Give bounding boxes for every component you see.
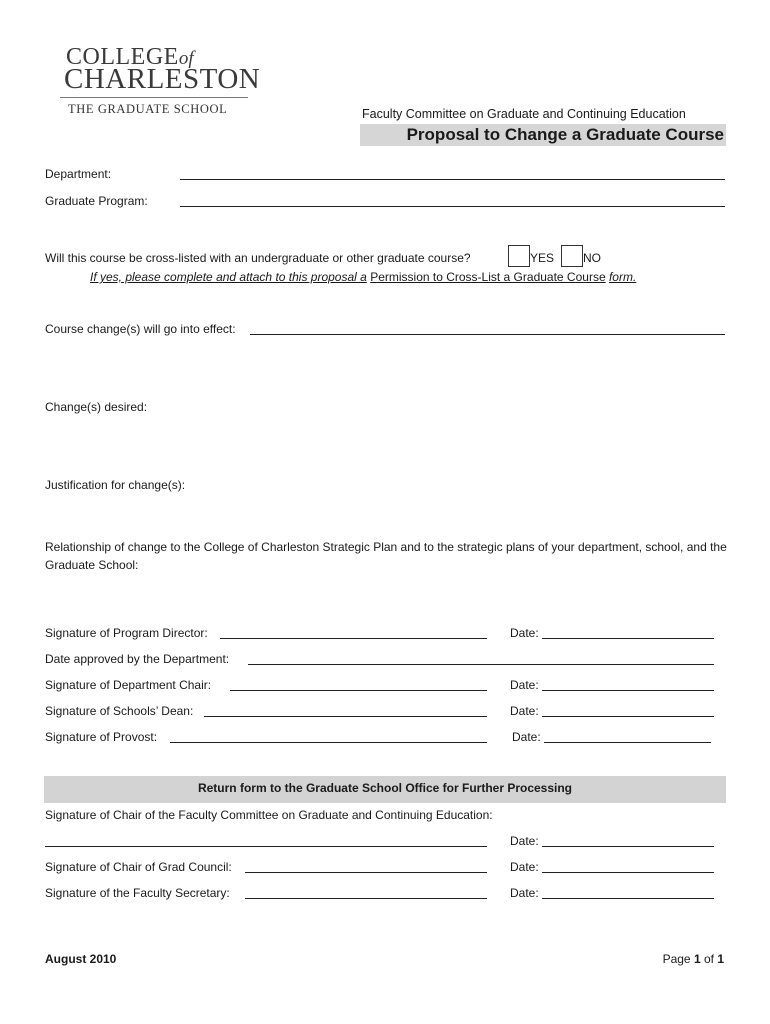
justification-label: Justification for change(s):: [45, 478, 186, 492]
page-number: Page 1 of 1: [662, 952, 724, 966]
cross-list-note-end: form.: [608, 270, 637, 284]
faculty-secretary-date-field[interactable]: [542, 898, 714, 899]
no-checkbox[interactable]: [561, 245, 583, 267]
committee-chair-date-field[interactable]: [542, 846, 714, 847]
graduate-program-label: Graduate Program:: [45, 194, 148, 208]
grad-council-label: Signature of Chair of Grad Council:: [45, 860, 232, 874]
logo-divider: [60, 97, 248, 98]
no-label: NO: [583, 251, 601, 265]
grad-council-date-label: Date:: [510, 860, 539, 874]
return-form-text: Return form to the Graduate School Office for Further Processing: [197, 781, 573, 795]
department-chair-date-label: Date:: [510, 678, 539, 692]
page-title: Proposal to Change a Graduate Course: [406, 125, 724, 144]
effect-field[interactable]: [250, 334, 725, 335]
grad-council-date-field[interactable]: [542, 872, 714, 873]
effect-label: Course change(s) will go into effect:: [45, 322, 236, 336]
schools-dean-date-field[interactable]: [542, 716, 714, 717]
department-chair-signature-field[interactable]: [230, 690, 487, 691]
relationship-label: Relationship of change to the College of Charleston Strategic Plan and to the strategic plans of your department, school, and the Graduate School:: [45, 540, 727, 572]
department-chair-date-field[interactable]: [542, 690, 714, 691]
logo-charleston: CHARLESTON: [64, 63, 261, 95]
graduate-program-field[interactable]: [180, 206, 725, 207]
committee-name: Faculty Committee on Graduate and Continuing Education: [362, 107, 686, 121]
program-director-signature-field[interactable]: [220, 638, 487, 639]
logo-college: COLLEGEof: [66, 44, 194, 70]
committee-chair-signature-field[interactable]: [45, 846, 487, 847]
approved-department-field[interactable]: [248, 664, 714, 665]
cross-list-note: [90, 270, 636, 284]
grad-council-signature-field[interactable]: [245, 872, 487, 873]
schools-dean-date-label: Date:: [510, 704, 539, 718]
approved-department-label: Date approved by the Department:: [45, 652, 230, 666]
cross-list-form-name: Permission to Cross-List a Graduate Course: [370, 270, 606, 284]
changes-desired-label: Change(s) desired:: [45, 400, 148, 414]
schools-dean-signature-field[interactable]: [204, 716, 487, 717]
program-director-label: Signature of Program Director:: [45, 626, 208, 640]
committee-chair-label: Signature of Chair of the Faculty Committee on Graduate and Continuing Education:: [45, 808, 493, 822]
faculty-secretary-label: Signature of the Faculty Secretary:: [45, 886, 230, 900]
committee-chair-date-label: Date:: [510, 834, 539, 848]
cross-list-note-italic: If yes, please complete and attach to this proposal a: [90, 270, 367, 284]
yes-label: YES: [530, 251, 555, 265]
faculty-secretary-signature-field[interactable]: [245, 898, 487, 899]
department-label: Department:: [45, 167, 112, 181]
department-chair-label: Signature of Department Chair:: [45, 678, 212, 692]
logo-graduate-school: THE GRADUATE SCHOOL: [68, 102, 228, 116]
provost-signature-field[interactable]: [170, 742, 487, 743]
cross-listed-question: Will this course be cross-listed with an undergraduate or other graduate course?: [45, 251, 471, 265]
program-director-date-label: Date:: [510, 626, 539, 640]
schools-dean-label: Signature of Schools’ Dean:: [45, 704, 194, 718]
program-director-date-field[interactable]: [542, 638, 714, 639]
yes-checkbox[interactable]: [508, 245, 530, 267]
faculty-secretary-date-label: Date:: [510, 886, 539, 900]
provost-date-label: Date:: [512, 730, 541, 744]
provost-date-field[interactable]: [544, 742, 711, 743]
provost-label: Signature of Provost:: [45, 730, 158, 744]
footer-date: August 2010: [45, 952, 117, 966]
department-field[interactable]: [180, 179, 725, 180]
